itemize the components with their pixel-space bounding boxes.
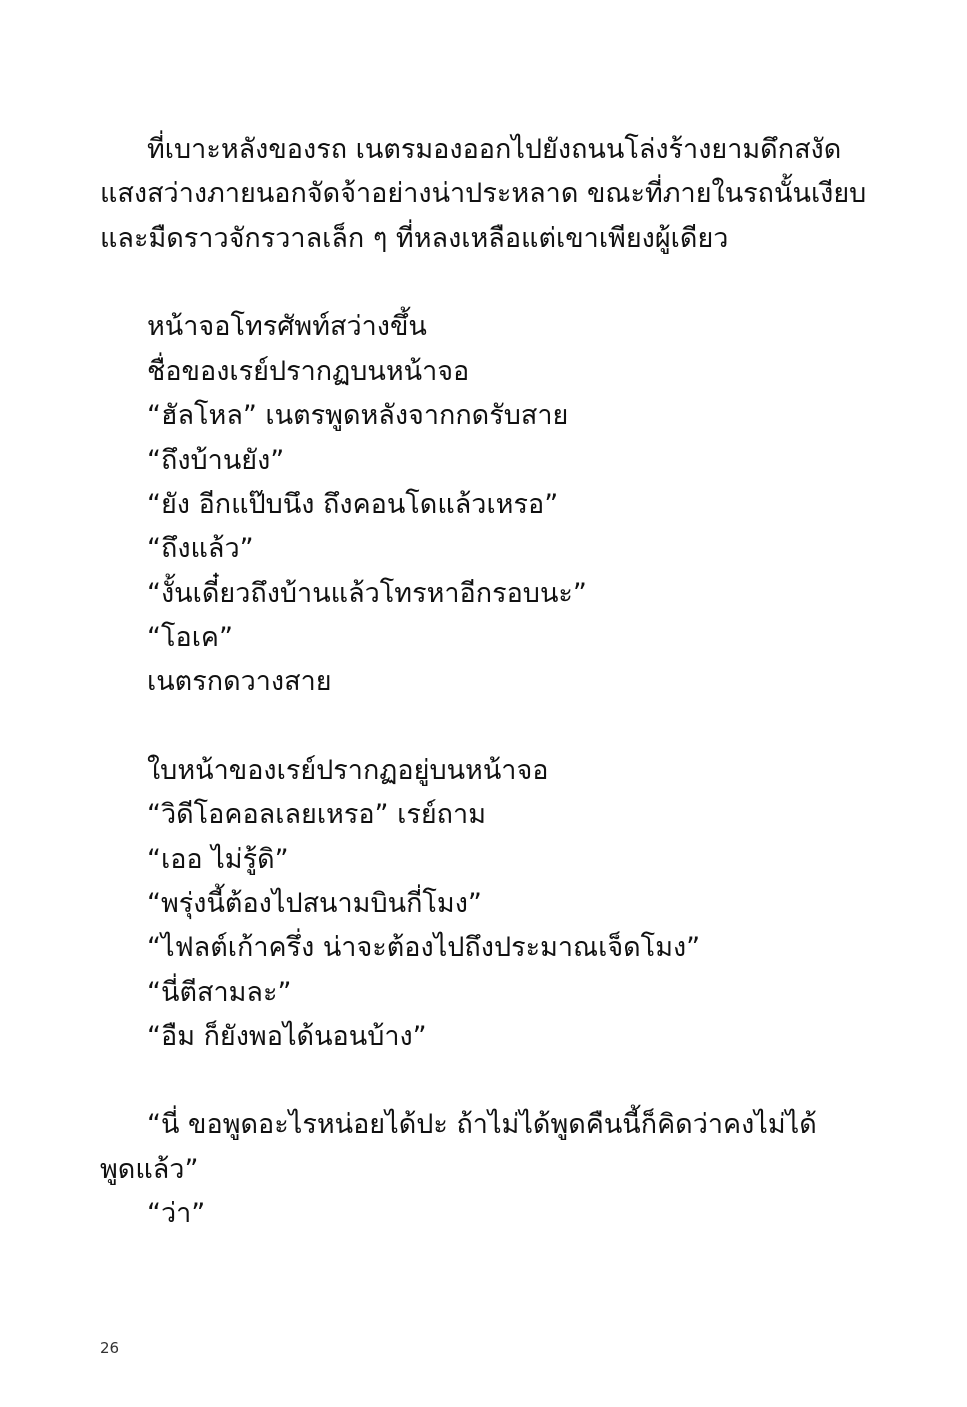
paragraph-1-line-3: และมืดราวจักรวาลเล็ก ๆ ที่หลงเหลือแต่เขาเพียงผู้เดียว [100,223,729,254]
dialogue-line: “วิดีโอคอลเลยเหรอ” เรย์ถาม [147,799,486,830]
dialogue-line: ชื่อของเรย์ปรากฏบนหน้าจอ [147,356,470,387]
page-number: 26 [100,1339,120,1357]
dialogue-line: เนตรกดวางสาย [147,666,332,697]
paragraph-4-line-2: พูดแล้ว” [100,1154,199,1185]
dialogue-line: “โอเค” [147,622,233,653]
dialogue-line: “งั้นเดี๋ยวถึงบ้านแล้วโทรหาอีกรอบนะ” [147,578,587,609]
dialogue-line: “ฮัลโหล” เนตรพูดหลังจากกดรับสาย [147,400,569,431]
dialogue-line: “พรุ่งนี้ต้องไปสนามบินกี่โมง” [147,888,482,919]
paragraph-4-line-3: “ว่า” [147,1198,206,1229]
dialogue-line: “อืม ก็ยังพอได้นอนบ้าง” [147,1021,427,1052]
dialogue-line: “ไฟลต์เก้าครึ่ง น่าจะต้องไปถึงประมาณเจ็ดโมง” [147,932,701,963]
dialogue-line: “นี่ตีสามละ” [147,977,292,1008]
dialogue-line: “เออ ไม่รู้ดิ” [147,844,289,875]
dialogue-line: “ถึงบ้านยัง” [147,445,285,476]
dialogue-line: หน้าจอโทรศัพท์สว่างขึ้น [147,311,427,342]
dialogue-line: “ยัง อีกแป๊บนึง ถึงคอนโดแล้วเหรอ” [147,489,559,520]
dialogue-line: ใบหน้าของเรย์ปรากฏอยู่บนหน้าจอ [147,755,549,786]
paragraph-1-line-2: แสงสว่างภายนอกจัดจ้าอย่างน่าประหลาด ขณะที่ภายในรถนั้นเงียบ [100,178,867,209]
dialogue-line: “ถึงแล้ว” [147,533,254,564]
paragraph-4-line-1: “นี่ ขอพูดอะไรหน่อยได้ปะ ถ้าไม่ได้พูดคืนนี้ก็คิดว่าคงไม่ได้ [147,1109,817,1140]
paragraph-1-line-1: ที่เบาะหลังของรถ เนตรมองออกไปยังถนนโล่งร้างยามดึกสงัด [147,134,842,165]
